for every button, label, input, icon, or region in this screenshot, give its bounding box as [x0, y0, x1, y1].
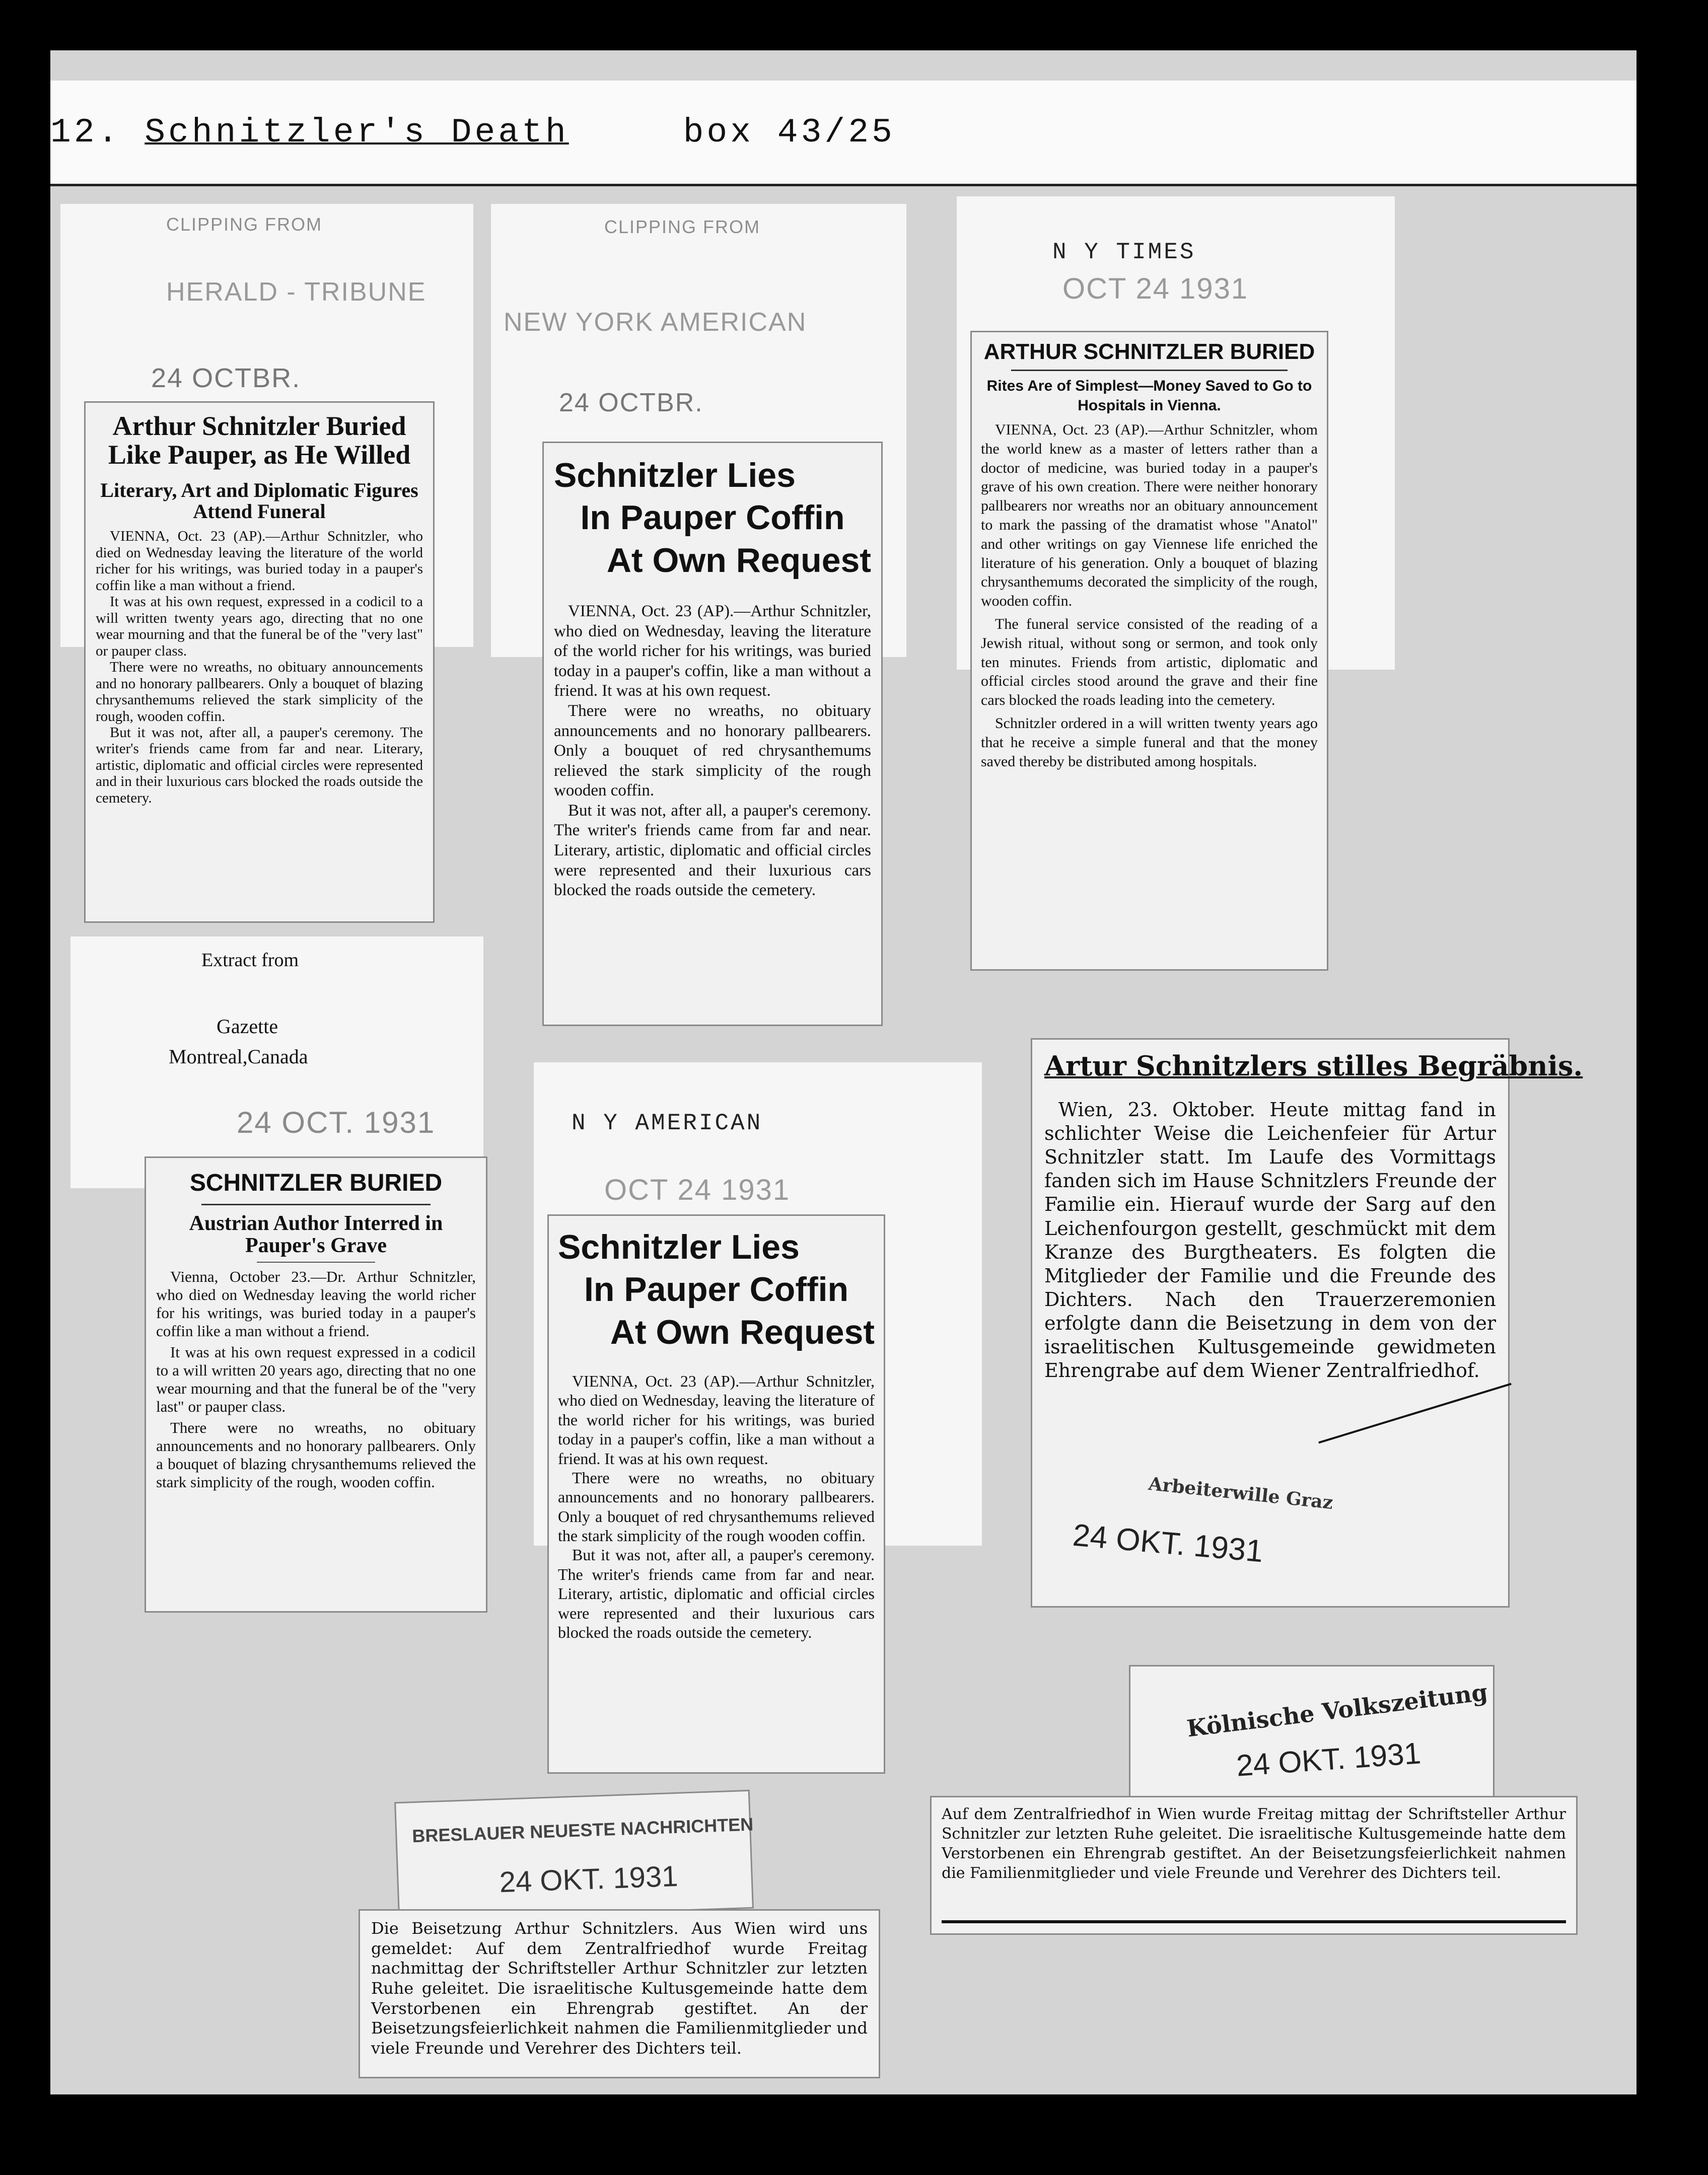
breslauer-date-stamp: 24 OKT. 1931 [499, 1859, 679, 1899]
american1-paper-stamp: NEW YORK AMERICAN [504, 308, 807, 337]
gazette-paper-label: Gazette [217, 1015, 278, 1038]
nytimes-subhead: Rites Are of Simplest—Money Saved to Go to Hospitals in Vienna. [986, 378, 1312, 414]
nytimes-paragraph: The funeral service consisted of the reading of a Jewish ritual, without song or sermon, and took only ten minutes. Friends from artistic, diplomatic and official circles stood around the grave and their fine cars blocked the roads leading into the cemetery. [981, 615, 1318, 709]
american1-source-stamp: CLIPPING FROM [604, 216, 761, 237]
koelnische-clipping [932, 1797, 1576, 1933]
herald-clipping [86, 403, 433, 921]
american1-clipping [544, 443, 881, 1025]
american1-paragraph: But it was not, after all, a pauper's ceremony. The writer's friends came from far and near. Literary, artistic, diplomatic and official circles were represented and their luxurious cars blocked the roads outside the cemetery. [554, 801, 871, 900]
arbeiterwille-headline: Artur Schnitzlers stilles Begräbnis. [1044, 1050, 1583, 1082]
herald-source-stamp: CLIPPING FROM [166, 214, 323, 235]
nytimes-headline-rule [1011, 370, 1288, 371]
koelnische-source-stamp: Kölnische Volkszeitung [1185, 1678, 1489, 1743]
american1-headline-line: Schnitzler Lies [554, 456, 796, 494]
herald-body [96, 528, 423, 806]
american1-headline-line: At Own Request [606, 541, 871, 579]
american2-date-stamp: OCT 24 1931 [604, 1174, 791, 1206]
american1-paragraph: There were no wreaths, no obituary announcements and no honorary pallbearers. Only a bouquet of red chrysanthemums relieved the stark simplicity of the rough wooden coffin. [554, 701, 871, 800]
gazette-paragraph: There were no wreaths, no obituary announcements and no honorary pallbearers. Only a bouquet of blazing chrysanthemums relieved the stark simplicity of the rough, wooden coffin. [156, 1418, 476, 1491]
gazette-subhead: Austrian Author Interred in Pauper's Grave [189, 1212, 443, 1258]
gazette-clipping [146, 1158, 486, 1611]
koelnische-stamp-slip [1130, 1666, 1493, 1797]
herald-date-stamp: 24 OCTBR. [151, 363, 301, 393]
american2-headline-line: In Pauper Coffin [584, 1270, 849, 1309]
arbeiterwille-paragraph: Wien, 23. Oktober. Heute mittag fand in schlichter Weise die Leichenfeier für Artur Schnitzler statt. Im Laufe des Vormittags fanden sich im Hause Schnitzlers Freunde der Familie ein. Hierauf wurde der Sarg auf den Leichenfourgon gestellt, geschmückt mit dem Kranze des Burgtheaters. Es folgten die Mitglieder der Familie und die Freunde des Dichters. Nach den Trauerzeremonien erfolgte dann die Beisetzung in dem von der israelitischen Kultusgemeinde gewidmeten Ehrengrabe auf dem Wiener Zentralfriedhof. [1044, 1099, 1496, 1382]
header-box: box 43/25 [683, 113, 895, 152]
nytimes-paragraph: Schnitzler ordered in a will written twenty years ago that he receive a simple funeral and that the money saved thereby be distributed among hospitals. [981, 714, 1318, 770]
gazette-paragraph: Vienna, October 23.—Dr. Arthur Schnitzler, who died on Wednesday leaving the world richer for his writings, was buried today in a pauper's coffin like a man without a friend. [156, 1268, 476, 1340]
arbeiterwille-date-stamp: 24 OKT. 1931 [1071, 1517, 1265, 1569]
gazette-body [156, 1268, 476, 1491]
american2-headline-line: At Own Request [610, 1313, 875, 1351]
american2-clipping [549, 1216, 884, 1772]
header-number: 12. [50, 113, 121, 152]
american2-paragraph: There were no wreaths, no obituary announcements and no honorary pallbearers. Only a bouquet of red chrysanthemums relieved the stark simplicity of the rough wooden coffin. [558, 1468, 875, 1545]
gazette-location-label: Montreal,Canada [169, 1045, 308, 1068]
american2-headline [558, 1226, 875, 1353]
gazette-headline: SCHNITZLER BURIED [189, 1170, 443, 1196]
herald-paragraph: It was at his own request, expressed in a codicil to a will written twenty years ago, directing that no one wear mourning and that the funeral be of the "very last" or pauper class. [96, 594, 423, 659]
header-title: Schnitzler's Death [145, 113, 569, 152]
nytimes-date-stamp: OCT 24 1931 [1062, 272, 1249, 305]
koelnische-rule [942, 1920, 1566, 1923]
herald-paragraph: VIENNA, Oct. 23 (AP).—Arthur Schnitzler, who died on Wednesday leaving the literature of the world richer for his writings, was buried today in a pauper's coffin like a man without a friend. [96, 528, 423, 594]
herald-paragraph: But it was not, after all, a pauper's ceremony. The writer's friends came from far and near. Literary, artistic, diplomatic and official circles were represented and in their luxurious cars blocked the roads outside the cemetery. [96, 724, 423, 806]
gazette-date-stamp: 24 OCT. 1931 [237, 1106, 436, 1139]
gazette-headline-rule [201, 1204, 431, 1205]
arbeiterwille-source-stamp: Arbeiterwille Graz [1147, 1473, 1334, 1514]
breslauer-clipping [360, 1911, 879, 2077]
arbeiterwille-body [1044, 1098, 1496, 1383]
nytimes-body [981, 420, 1318, 771]
american1-headline [554, 454, 871, 582]
arbeiterwille-clipping [1032, 1040, 1583, 1606]
nytimes-paragraph: VIENNA, Oct. 23 (AP).—Arthur Schnitzler, whom the world knew as a master of letters rather than a doctor of medicine, was buried today in a pauper's grave of his own creation. There were neither honorary pallbearers nor wreaths nor an obituary announcement to mark the passing of the dramatist whose "Anatol" and other writings on gay Viennese life enriched the literature of his generation. Only a bouquet of blazing chrysanthemums decorated the simplicity of the rough, wooden coffin. [981, 421, 1318, 610]
breslauer-stamp-slip [396, 1791, 752, 1919]
american2-paragraph: VIENNA, Oct. 23 (AP).—Arthur Schnitzler, who died on Wednesday, leaving the literature of the world richer for his writings, was buried today in a pauper's coffin, like a man without a friend. It was at his own request. [558, 1371, 875, 1468]
american2-paragraph: But it was not, after all, a pauper's ceremony. The writer's friends came from far and near. Literary, artistic, diplomatic and official circles were represented and their luxurious cars blocked the roads outside the cemetery. [558, 1546, 875, 1642]
american1-date-stamp: 24 OCTBR. [559, 388, 703, 417]
nytimes-headline: ARTHUR SCHNITZLER BURIED [983, 339, 1315, 364]
herald-paper-stamp: HERALD - TRIBUNE [166, 277, 426, 307]
herald-paragraph: There were no wreaths, no obituary announcements and no honorary pallbearers. Only a bouquet of blazing chrysanthemums relieved the stark simplicity of the rough, wooden coffin. [96, 659, 423, 724]
american2-paper-label: N Y AMERICAN [572, 1110, 763, 1136]
page-header [50, 113, 895, 152]
gazette-subhead-rule [257, 1262, 375, 1263]
gazette-extract-label: Extract from [201, 950, 299, 971]
herald-headline: Arthur Schnitzler Buried Like Pauper, as He Willed [108, 411, 411, 470]
american2-body [558, 1371, 875, 1642]
american1-headline-line: In Pauper Coffin [580, 498, 845, 537]
breslauer-source-stamp: BRESLAUER NEUESTE NACHRICHTEN [411, 1814, 754, 1847]
nytimes-paper-label: N Y TIMES [1052, 239, 1196, 265]
nytimes-clipping [972, 332, 1327, 969]
breslauer-text: Die Beisetzung Arthur Schnitzlers. Aus Wien wird uns gemeldet: Auf dem Zentralfriedhof wurde Freitag nachmittag der Schriftsteller Arthur Schnitzler zur letzten Ruhe geleitet. Die israelitische Kultusgemeinde hatte dem Verstorbenen ein Ehrengrab gestiftet. An der Beisetzungsfeierlichkeit nahmen die Familienmitglieder und viele Freunde und Verehrer des Dichters teil. [371, 1919, 868, 2058]
american2-headline-line: Schnitzler Lies [558, 1228, 800, 1266]
gazette-paragraph: It was at his own request expressed in a codicil to a will written 20 years ago, directing that no one wear mourning and that the funeral be of the "very last" or pauper class. [156, 1343, 476, 1415]
koelnische-date-stamp: 24 OKT. 1931 [1235, 1736, 1422, 1783]
koelnische-text: Auf dem Zentralfriedhof in Wien wurde Freitag mittag der Schriftsteller Arthur Schnitzler zur letzten Ruhe geleitet. Die israelitische Kultusgemeinde hatte dem Verstorbenen ein Ehrengrab gestiftet. An der Beisetzungsfeierlichkeit nahmen die Familienmitglieder und viele Freunde und Verehrer des Dichters teil. [942, 1805, 1566, 1882]
herald-subhead: Literary, Art and Diplomatic Figures Attend Funeral [100, 479, 418, 523]
arbeiterwille-pen-stroke [1318, 1383, 1512, 1444]
american1-body [554, 602, 871, 901]
american1-paragraph: VIENNA, Oct. 23 (AP).—Arthur Schnitzler, who died on Wednesday, leaving the literature of the world richer for his writings, was buried today in a pauper's coffin, like a man without a friend. It was at his own request. [554, 602, 871, 700]
